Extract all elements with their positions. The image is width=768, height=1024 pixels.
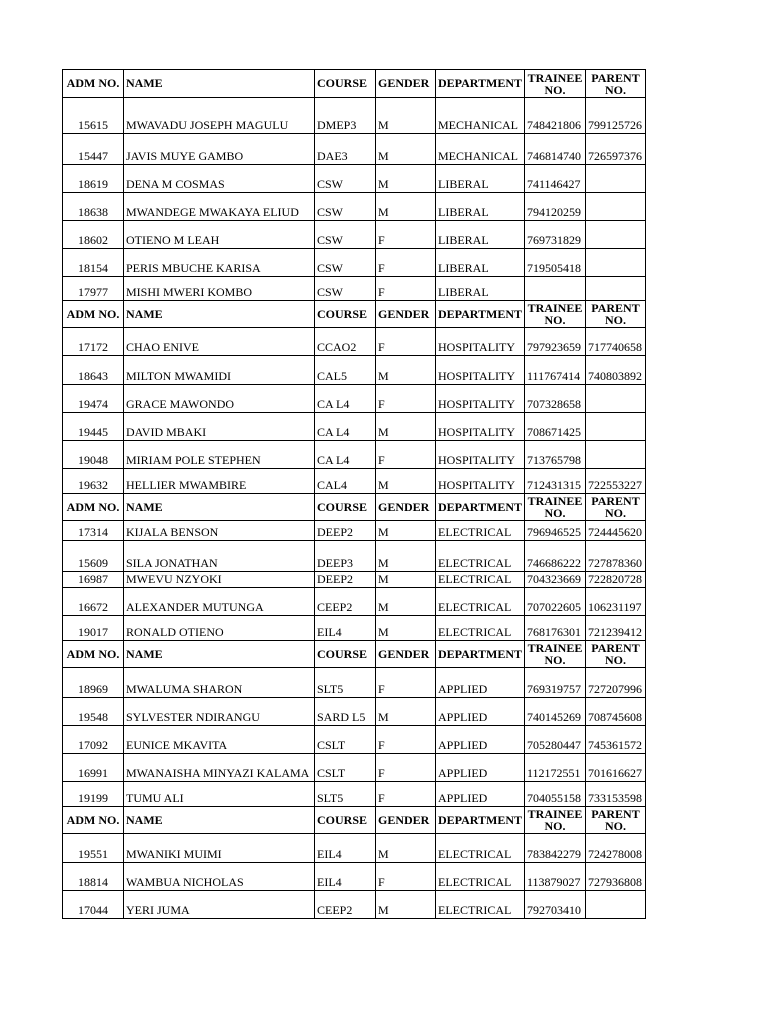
header-parent: PARENT NO. [586,641,646,668]
cell-department: LIBERAL [436,277,525,301]
header-department: DEPARTMENT [436,641,525,668]
cell-name: MWANIKI MUIMI [124,834,315,863]
cell-adm: 19017 [63,616,124,641]
header-adm: ADM NO. [63,807,124,834]
cell-adm: 17044 [63,891,124,919]
cell-department: LIBERAL [436,165,525,193]
header-gender: GENDER [376,807,436,834]
cell-trainee: 707328658 [525,385,586,413]
cell-department: APPLIED [436,668,525,698]
table-row [63,98,646,134]
cell-name: MILTON MWAMIDI [124,356,315,385]
cell-department: LIBERAL [436,221,525,249]
cell-name: MWEVU NZYOKI [124,572,315,588]
header-parent: PARENT NO. [586,807,646,834]
cell-parent: 722553227 [586,469,646,494]
cell-trainee: 769319757 [525,668,586,698]
cell-adm: 19199 [63,782,124,807]
header-parent: PARENT NO. [586,70,646,98]
cell-gender: F [376,249,436,277]
cell-gender: M [376,413,436,441]
cell-gender: M [376,698,436,726]
cell-department: ELECTRICAL [436,863,525,891]
cell-name: GRACE MAWONDO [124,385,315,413]
cell-parent [586,277,646,301]
cell-adm: 18602 [63,221,124,249]
cell-parent: 106231197 [586,588,646,616]
cell-gender: F [376,863,436,891]
cell-trainee: 708671425 [525,413,586,441]
table-row [63,616,646,641]
cell-gender: M [376,469,436,494]
table-row [63,572,646,588]
header-department: DEPARTMENT [436,70,525,98]
header-adm: ADM NO. [63,641,124,668]
cell-course: CSW [315,221,376,249]
table-row [63,698,646,726]
header-department: DEPARTMENT [436,807,525,834]
cell-department: APPLIED [436,782,525,807]
header-name: NAME [124,494,315,521]
cell-trainee: 704323669 [525,572,586,588]
cell-course: DEEP2 [315,521,376,541]
cell-gender: F [376,441,436,469]
cell-department: ELECTRICAL [436,616,525,641]
cell-adm: 17172 [63,328,124,356]
header-trainee: TRAINEE NO. [525,494,586,521]
cell-gender: M [376,541,436,572]
cell-course: DEEP3 [315,541,376,572]
cell-gender: M [376,193,436,221]
cell-parent: 733153598 [586,782,646,807]
header-adm: ADM NO. [63,301,124,328]
cell-department: ELECTRICAL [436,891,525,919]
cell-parent [586,441,646,469]
header-gender: GENDER [376,641,436,668]
table-row [63,541,646,572]
cell-gender: M [376,891,436,919]
cell-trainee: 748421806 [525,98,586,134]
cell-name: OTIENO M LEAH [124,221,315,249]
cell-course: CSW [315,249,376,277]
cell-name: CHAO ENIVE [124,328,315,356]
table-row [63,521,646,541]
cell-department: ELECTRICAL [436,834,525,863]
cell-course: CSLT [315,726,376,754]
cell-parent [586,413,646,441]
cell-gender: F [376,385,436,413]
cell-department: HOSPITALITY [436,328,525,356]
table-row [63,356,646,385]
cell-name: EUNICE MKAVITA [124,726,315,754]
cell-adm: 17977 [63,277,124,301]
cell-name: DENA M COSMAS [124,165,315,193]
cell-course: CSW [315,277,376,301]
cell-name: MWANDEGE MWAKAYA ELIUD [124,193,315,221]
cell-course: CEEP2 [315,588,376,616]
cell-name: YERI JUMA [124,891,315,919]
cell-trainee: 712431315 [525,469,586,494]
table-row [63,726,646,754]
cell-parent: 727207996 [586,668,646,698]
cell-course: DMEP3 [315,98,376,134]
cell-parent: 726597376 [586,134,646,165]
cell-trainee: 769731829 [525,221,586,249]
cell-department: HOSPITALITY [436,413,525,441]
cell-department: ELECTRICAL [436,521,525,541]
cell-gender: M [376,134,436,165]
cell-department: MECHANICAL [436,134,525,165]
cell-department: ELECTRICAL [436,588,525,616]
cell-gender: M [376,98,436,134]
cell-parent [586,249,646,277]
header-name: NAME [124,70,315,98]
cell-department: APPLIED [436,698,525,726]
cell-name: KIJALA BENSON [124,521,315,541]
cell-course: DAE3 [315,134,376,165]
cell-course: EIL4 [315,616,376,641]
cell-gender: F [376,668,436,698]
table-row [63,668,646,698]
header-row [63,70,646,98]
cell-name: SILA JONATHAN [124,541,315,572]
cell-trainee: 768176301 [525,616,586,641]
table-row [63,165,646,193]
cell-name: WAMBUA NICHOLAS [124,863,315,891]
cell-course: CAL4 [315,469,376,494]
table-row [63,328,646,356]
cell-name: TUMU ALI [124,782,315,807]
cell-course: SLT5 [315,782,376,807]
cell-course: CAL5 [315,356,376,385]
cell-adm: 19048 [63,441,124,469]
trainee-table [62,69,646,919]
cell-course: DEEP2 [315,572,376,588]
cell-parent: 724445620 [586,521,646,541]
table-row [63,891,646,919]
cell-gender: F [376,754,436,782]
table-row [63,413,646,441]
cell-adm: 15447 [63,134,124,165]
cell-gender: F [376,726,436,754]
cell-name: SYLVESTER NDIRANGU [124,698,315,726]
cell-adm: 18969 [63,668,124,698]
cell-department: APPLIED [436,726,525,754]
header-trainee: TRAINEE NO. [525,807,586,834]
cell-course: EIL4 [315,834,376,863]
cell-trainee: 704055158 [525,782,586,807]
cell-trainee: 746686222 [525,541,586,572]
cell-course: SARD L5 [315,698,376,726]
cell-trainee: 113879027 [525,863,586,891]
cell-gender: F [376,277,436,301]
cell-adm: 19474 [63,385,124,413]
cell-gender: M [376,616,436,641]
cell-trainee: 794120259 [525,193,586,221]
cell-adm: 19548 [63,698,124,726]
cell-adm: 19632 [63,469,124,494]
header-name: NAME [124,641,315,668]
cell-gender: M [376,165,436,193]
header-row [63,301,646,328]
cell-trainee: 783842279 [525,834,586,863]
header-course: COURSE [315,70,376,98]
cell-parent: 701616627 [586,754,646,782]
cell-parent: 727878360 [586,541,646,572]
cell-course: CSW [315,165,376,193]
header-name: NAME [124,807,315,834]
cell-gender: M [376,572,436,588]
header-course: COURSE [315,494,376,521]
header-adm: ADM NO. [63,494,124,521]
header-name: NAME [124,301,315,328]
cell-gender: M [376,521,436,541]
cell-department: LIBERAL [436,193,525,221]
cell-adm: 18638 [63,193,124,221]
cell-parent [586,221,646,249]
cell-name: RONALD OTIENO [124,616,315,641]
cell-course: SLT5 [315,668,376,698]
cell-gender: F [376,328,436,356]
header-trainee: TRAINEE NO. [525,301,586,328]
cell-trainee: 741146427 [525,165,586,193]
table-row [63,385,646,413]
cell-department: HOSPITALITY [436,441,525,469]
table-row [63,754,646,782]
cell-department: ELECTRICAL [436,541,525,572]
cell-course: CA L4 [315,385,376,413]
header-adm: ADM NO. [63,70,124,98]
cell-adm: 16672 [63,588,124,616]
header-row [63,494,646,521]
cell-parent: 745361572 [586,726,646,754]
cell-trainee: 705280447 [525,726,586,754]
cell-trainee: 707022605 [525,588,586,616]
cell-parent: 721239412 [586,616,646,641]
cell-parent [586,891,646,919]
table-row [63,469,646,494]
cell-adm: 17314 [63,521,124,541]
cell-name: MWAVADU JOSEPH MAGULU [124,98,315,134]
cell-course: CSW [315,193,376,221]
header-row [63,641,646,668]
cell-parent [586,165,646,193]
cell-department: MECHANICAL [436,98,525,134]
header-trainee: TRAINEE NO. [525,641,586,668]
table-row [63,221,646,249]
cell-department: ELECTRICAL [436,572,525,588]
cell-course: CA L4 [315,441,376,469]
cell-course: CSLT [315,754,376,782]
cell-gender: M [376,834,436,863]
table-row [63,249,646,277]
cell-gender: M [376,588,436,616]
cell-parent [586,193,646,221]
header-course: COURSE [315,641,376,668]
cell-parent: 708745608 [586,698,646,726]
cell-name: MWANAISHA MINYAZI KALAMA [124,754,315,782]
table-row [63,193,646,221]
header-row [63,807,646,834]
cell-name: MISHI MWERI KOMBO [124,277,315,301]
cell-parent: 722820728 [586,572,646,588]
cell-adm: 15615 [63,98,124,134]
cell-parent: 727936808 [586,863,646,891]
cell-adm: 19445 [63,413,124,441]
cell-course: EIL4 [315,863,376,891]
cell-trainee: 111767414 [525,356,586,385]
cell-adm: 19551 [63,834,124,863]
cell-parent: 799125726 [586,98,646,134]
table-row [63,834,646,863]
cell-parent: 724278008 [586,834,646,863]
cell-name: MWALUMA SHARON [124,668,315,698]
cell-adm: 16987 [63,572,124,588]
table-row [63,277,646,301]
table-row [63,134,646,165]
cell-adm: 15609 [63,541,124,572]
header-department: DEPARTMENT [436,494,525,521]
header-course: COURSE [315,301,376,328]
cell-adm: 18154 [63,249,124,277]
cell-adm: 18619 [63,165,124,193]
cell-department: HOSPITALITY [436,469,525,494]
cell-course: CCAO2 [315,328,376,356]
cell-adm: 18643 [63,356,124,385]
cell-trainee [525,277,586,301]
cell-name: PERIS MBUCHE KARISA [124,249,315,277]
trainee-spreadsheet [62,69,645,919]
cell-gender: F [376,221,436,249]
cell-trainee: 112172551 [525,754,586,782]
cell-course: CA L4 [315,413,376,441]
header-parent: PARENT NO. [586,301,646,328]
cell-adm: 18814 [63,863,124,891]
cell-trainee: 740145269 [525,698,586,726]
cell-department: HOSPITALITY [436,385,525,413]
header-parent: PARENT NO. [586,494,646,521]
header-gender: GENDER [376,70,436,98]
cell-gender: M [376,356,436,385]
cell-name: DAVID MBAKI [124,413,315,441]
table-row [63,782,646,807]
header-gender: GENDER [376,301,436,328]
header-gender: GENDER [376,494,436,521]
cell-name: MIRIAM POLE STEPHEN [124,441,315,469]
cell-course: CEEP2 [315,891,376,919]
cell-name: HELLIER MWAMBIRE [124,469,315,494]
cell-trainee: 713765798 [525,441,586,469]
cell-trainee: 719505418 [525,249,586,277]
cell-parent: 717740658 [586,328,646,356]
cell-name: ALEXANDER MUTUNGA [124,588,315,616]
header-department: DEPARTMENT [436,301,525,328]
cell-parent [586,385,646,413]
header-trainee: TRAINEE NO. [525,70,586,98]
table-row [63,441,646,469]
cell-gender: F [376,782,436,807]
header-course: COURSE [315,807,376,834]
cell-department: HOSPITALITY [436,356,525,385]
cell-name: JAVIS MUYE GAMBO [124,134,315,165]
cell-trainee: 746814740 [525,134,586,165]
cell-trainee: 792703410 [525,891,586,919]
cell-parent: 740803892 [586,356,646,385]
cell-department: APPLIED [436,754,525,782]
cell-department: LIBERAL [436,249,525,277]
cell-adm: 16991 [63,754,124,782]
table-row [63,863,646,891]
cell-adm: 17092 [63,726,124,754]
cell-trainee: 796946525 [525,521,586,541]
cell-trainee: 797923659 [525,328,586,356]
table-row [63,588,646,616]
